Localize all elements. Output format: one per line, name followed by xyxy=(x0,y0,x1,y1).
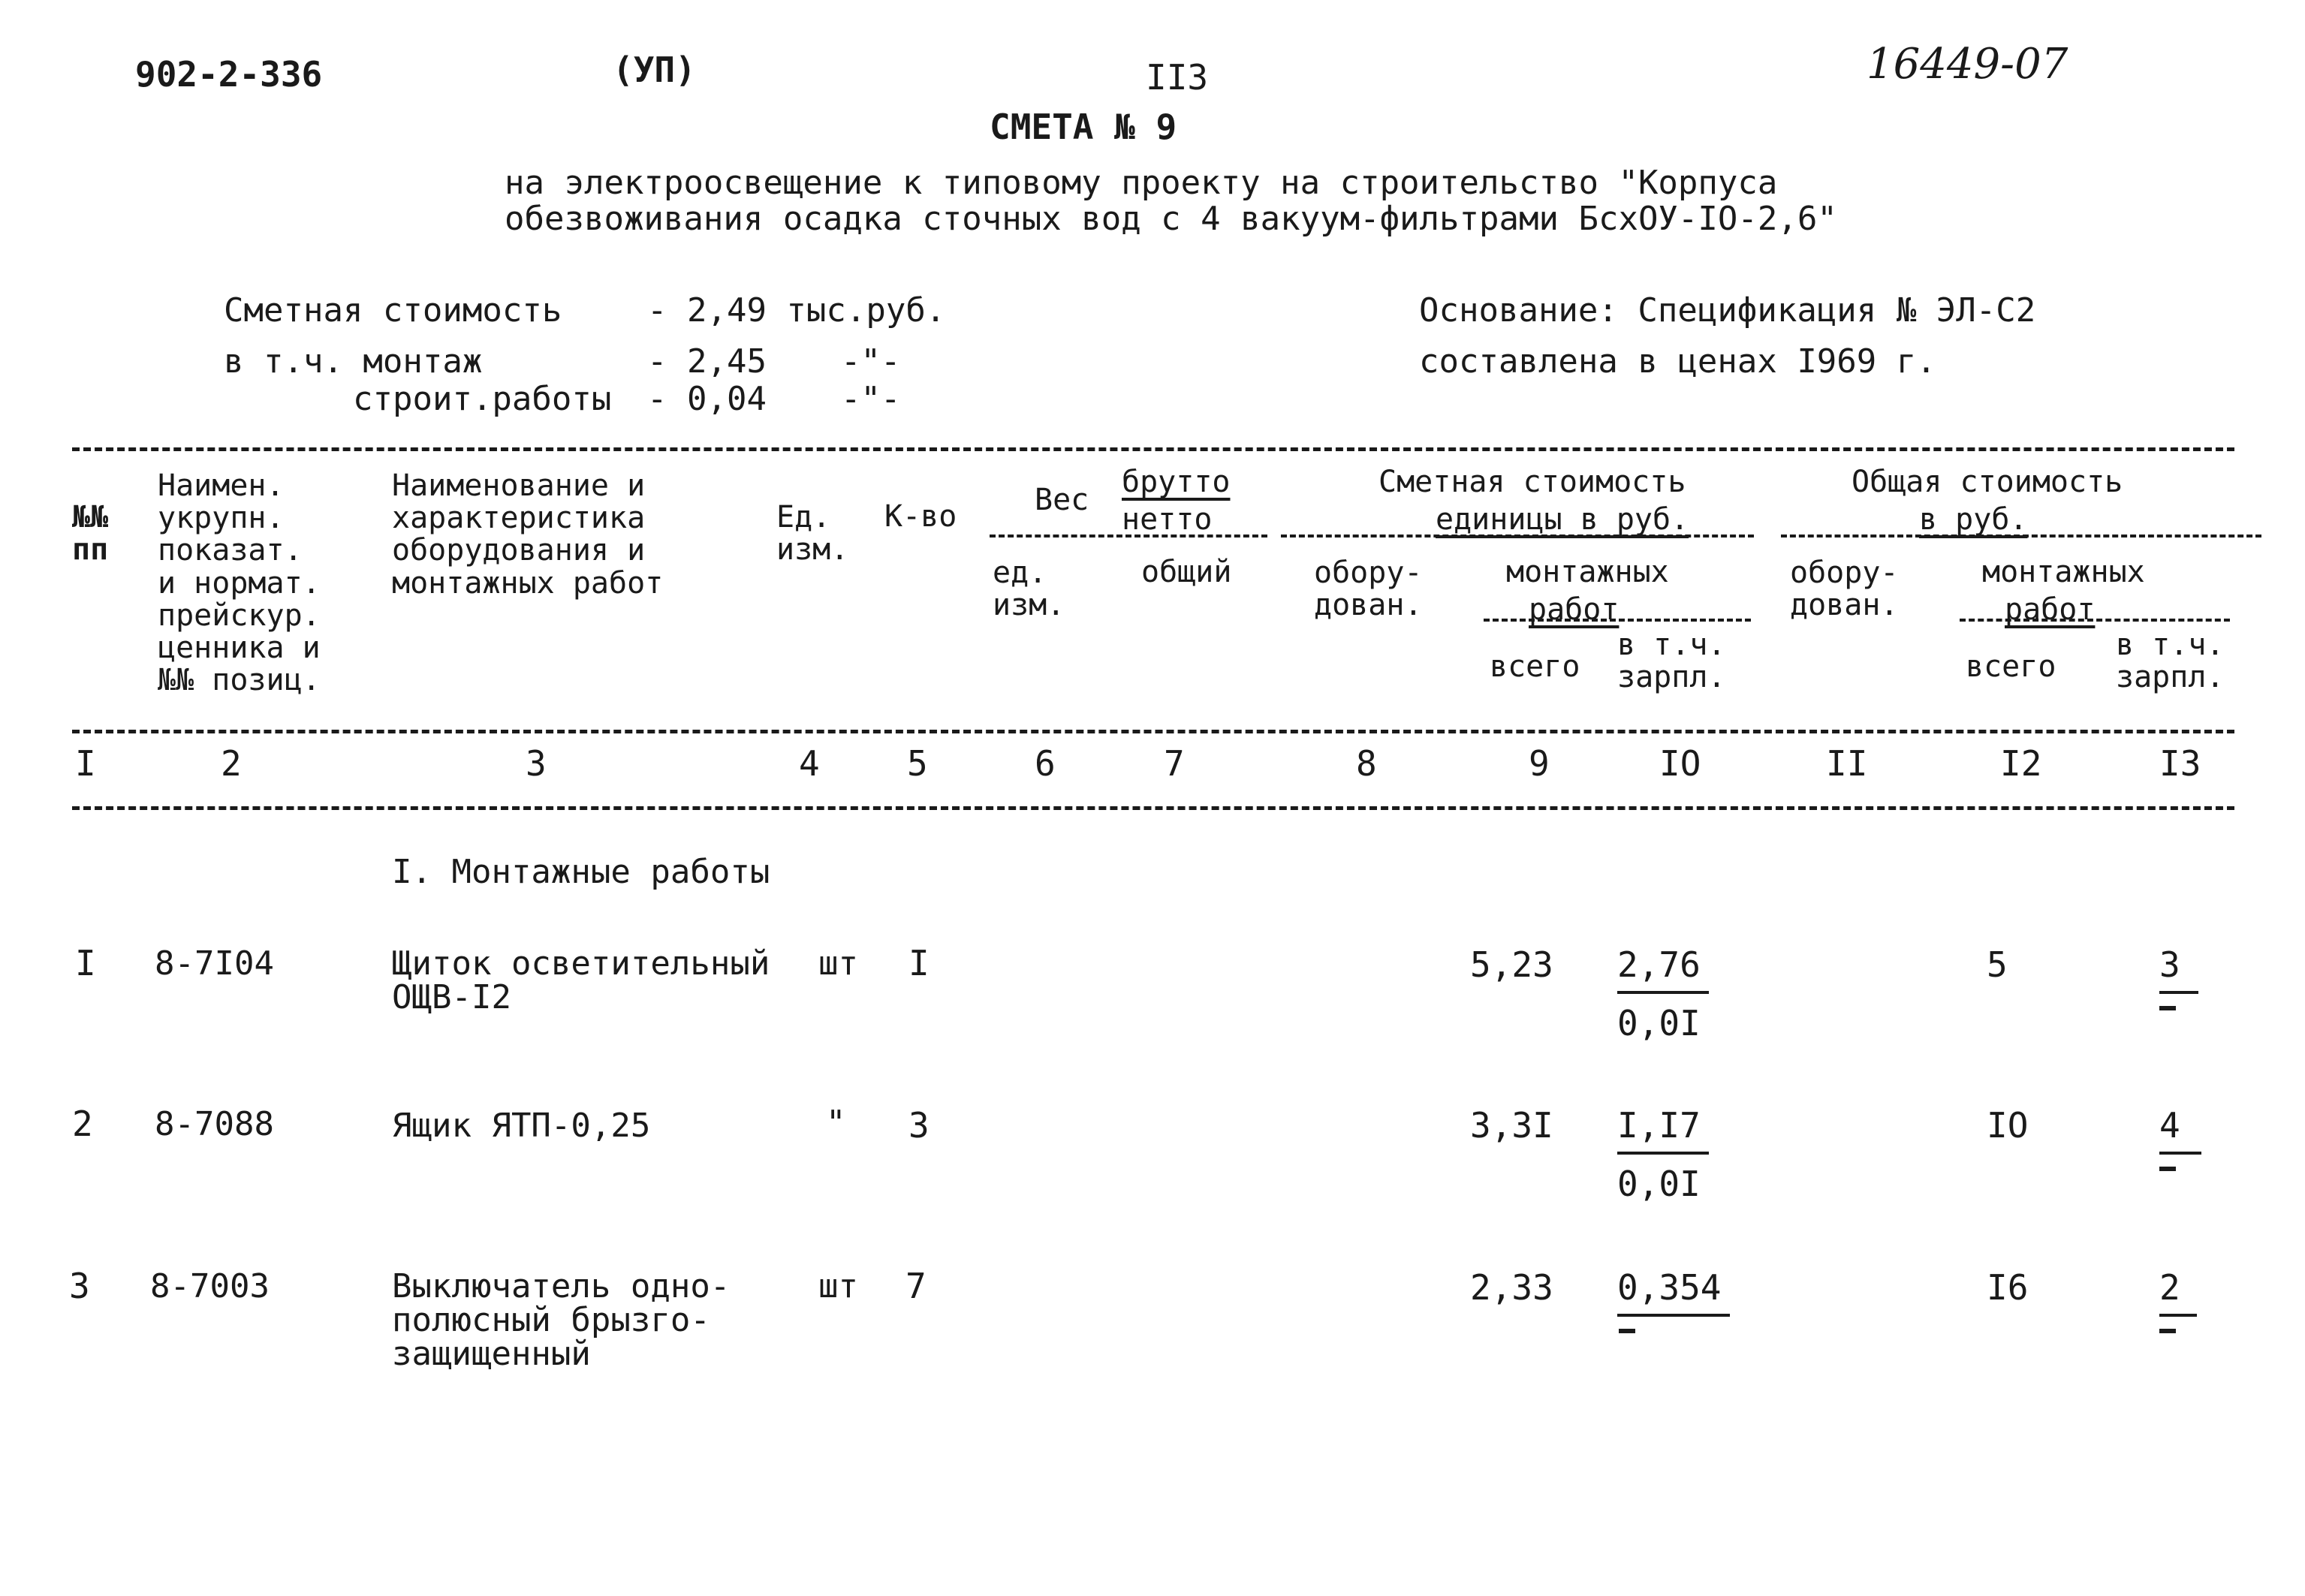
construction-unit: -"- xyxy=(841,380,901,418)
weight-rule xyxy=(990,535,1267,538)
header-works-2: работ xyxy=(2005,592,2096,627)
row-unit: шт xyxy=(818,1267,858,1305)
header-incl-wage-2: в т.ч. зарпл. xyxy=(2116,628,2225,695)
section-title: I. Монтажные работы xyxy=(392,853,770,891)
row-quantity: 3 xyxy=(908,1105,930,1146)
header-incl-wage: в т.ч. зарпл. xyxy=(1617,628,1726,695)
cost-label: Сметная стоимость xyxy=(224,291,562,330)
installation-label: в т.ч. монтаж xyxy=(224,342,483,381)
header-equipment-cost: обору- дован. xyxy=(1314,556,1423,623)
dash-mark xyxy=(2159,1006,2176,1010)
row-total-wage: 3 xyxy=(2159,944,2180,985)
price-basis: составлена в ценах I969 г. xyxy=(1419,342,1936,381)
construction-value: - 0,04 xyxy=(647,380,767,418)
dash-mark xyxy=(2159,1329,2176,1333)
row-unit-install-wage-lower: 0,0I xyxy=(1617,1164,1701,1204)
header-works: работ xyxy=(1529,592,1620,627)
column-number: 9 xyxy=(1529,743,1550,784)
construction-label: строит.работы xyxy=(353,380,612,418)
basis-spec: Основание: Спецификация № ЭЛ-С2 xyxy=(1419,291,2036,330)
row-unit-install-total: 2,33 xyxy=(1470,1267,1553,1308)
row-unit: шт xyxy=(818,944,858,983)
header-brutto: брутто xyxy=(1122,465,1231,499)
row-total-install: I6 xyxy=(1987,1267,2029,1308)
header-total-2: всего xyxy=(1966,649,2056,684)
column-number: IO xyxy=(1659,743,1701,784)
header-unit: Ед. изм. xyxy=(776,500,849,568)
header-unit-cost-sub: единицы в руб. xyxy=(1436,502,1689,537)
document-code: 902-2-336 xyxy=(135,54,323,95)
row-unit-install-wage-lower: 0,0I xyxy=(1617,1003,1701,1043)
row-number: 2 xyxy=(72,1104,93,1144)
column-number: II xyxy=(1826,743,1868,784)
row-quantity: 7 xyxy=(905,1266,927,1306)
page-number: II3 xyxy=(1146,57,1209,98)
handwritten-number: 16449-07 xyxy=(1867,40,2068,89)
row-total-wage: 2 xyxy=(2159,1267,2180,1308)
column-numbers-bottom-rule xyxy=(72,806,2234,810)
row-unit: " xyxy=(826,1104,846,1142)
row-total-install: 5 xyxy=(1987,944,2008,985)
header-item-number: №№ пп xyxy=(72,500,109,568)
installation-value: - 2,45 xyxy=(647,342,767,381)
column-number: 3 xyxy=(526,743,547,784)
fraction-bar xyxy=(1617,991,1709,994)
row-quantity: I xyxy=(908,943,930,983)
column-number: 6 xyxy=(1035,743,1056,784)
header-total: всего xyxy=(1490,649,1580,684)
subtitle-line-2: обезвоживания осадка сточных вод с 4 вакуум-фильтрами БсхОУ-IO-2,6" xyxy=(505,200,1837,238)
total-cost-rule xyxy=(1781,535,2261,538)
fraction-bar xyxy=(2159,1152,2201,1155)
header-weight-unit: ед. изм. xyxy=(993,556,1065,623)
header-weight: Вес xyxy=(1035,483,1089,517)
header-quantity: К-во xyxy=(884,499,957,534)
column-numbers-top-rule xyxy=(72,730,2234,733)
cost-value: - 2,49 тыс.руб. xyxy=(647,291,946,330)
column-number: 2 xyxy=(221,743,242,784)
header-netto: нетто xyxy=(1122,502,1213,537)
column-number: 4 xyxy=(799,743,820,784)
row-unit-install-total: 3,3I xyxy=(1470,1105,1553,1146)
fraction-bar xyxy=(1617,1152,1709,1155)
header-total-cost: Общая стоимость xyxy=(1852,465,2123,499)
header-unit-cost: Сметная стоимость xyxy=(1378,465,1686,499)
row-unit-install-wage: 2,76 xyxy=(1617,944,1701,985)
dash-mark xyxy=(1619,1329,1635,1333)
row-code: 8-7088 xyxy=(155,1105,274,1143)
row-total-install: IO xyxy=(1987,1105,2029,1146)
subtitle-line-1: на электроосвещение к типовому проекту на строительство "Корпуса xyxy=(505,164,1778,202)
row-number: I xyxy=(75,943,96,983)
row-name: Выключатель одно- полюсный брызго- защищенный xyxy=(392,1267,731,1373)
row-code: 8-7003 xyxy=(150,1267,270,1305)
fraction-bar xyxy=(2159,1314,2197,1317)
header-total-cost-sub: в руб. xyxy=(1919,502,2028,537)
header-norm-code: Наимен. укрупн. показат. и нормат. прейскур. ценника и №№ позиц. xyxy=(158,468,321,698)
column-number: 7 xyxy=(1164,743,1185,784)
header-equipment-name: Наименование и характеристика оборудования и монтажных работ xyxy=(392,468,664,601)
dash-mark xyxy=(2159,1167,2176,1171)
column-number: I2 xyxy=(2000,743,2042,784)
fraction-bar xyxy=(1617,1314,1730,1317)
installation-unit: -"- xyxy=(841,342,901,381)
column-number: I xyxy=(75,743,96,784)
row-unit-install-wage: 0,354 xyxy=(1617,1267,1722,1308)
row-unit-install-total: 5,23 xyxy=(1470,944,1553,985)
header-equipment-cost-2: обору- дован. xyxy=(1790,556,1899,623)
row-number: 3 xyxy=(69,1266,90,1306)
row-unit-install-wage: I,I7 xyxy=(1617,1105,1701,1146)
row-code: 8-7I04 xyxy=(155,944,274,983)
works-rule xyxy=(1484,619,1751,622)
header-installation: монтажных xyxy=(1506,555,1669,589)
fraction-bar xyxy=(2159,991,2198,994)
header-installation-2: монтажных xyxy=(1982,555,2145,589)
column-number: 8 xyxy=(1356,743,1377,784)
row-name: Ящик ЯТП-0,25 xyxy=(392,1107,651,1145)
header-weight-total: общий xyxy=(1141,555,1232,589)
document-series: (УП) xyxy=(613,50,696,90)
row-total-wage: 4 xyxy=(2159,1105,2180,1146)
column-number: 5 xyxy=(907,743,928,784)
column-number: I3 xyxy=(2159,743,2201,784)
row-name: Щиток осветительный ОЩВ-I2 xyxy=(392,944,770,1016)
unit-cost-rule xyxy=(1281,535,1754,538)
document-title: СМЕТА № 9 xyxy=(990,107,1177,147)
table-top-rule xyxy=(72,447,2234,451)
works-rule-2 xyxy=(1960,619,2230,622)
